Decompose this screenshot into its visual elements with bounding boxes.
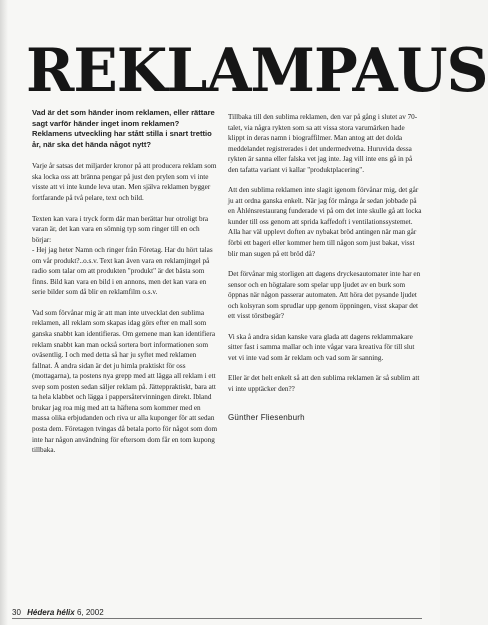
paragraph: Eller är det helt enkelt så att den sublima reklamen är så sublim att vi inte upptäcker den?? [228,374,420,394]
paragraph: Vi ska å andra sidan kanske vara glada att dagens reklammakare sitter fast i samma mallar och inte vågar vara kreativa för till slut vet vi inte vad som är reklam och vad som är sanning. [228,332,415,362]
paragraph: - Hej jag heter Namn och ringer från Företag. Har du hört talas om vår produkt?..o.s.v. Text kan även vara en reklamjingel på radio som talar om att produkten "produkt" är det bästa som finns. Bild kan vara en bild i en annons, men det kan vara en serie bilder som då blir en reklamfilm o.s.v. [32,246,213,297]
magazine-name: Hédera hélix [27,608,75,617]
issue-label: 6, 2002 [76,608,104,617]
article-title: REKLAMPAUS [26,36,488,106]
left-column [32,108,218,466]
paragraph: Tillbaka till den sublima reklamen, den var på gång i slutet av 70-talet, via några rykten som sa att vissa stora varumärken hade klippt in deras namn i biograffilmer. Man antog att det dolda meddelandet registrerades i det undermedvetna. Huruvida dessa rykten är sanna eller falska vet jag inte. Jag vill inte ens gå in på den tafatta variant vi kallar "produktplacering". [228,113,418,174]
paragraph: Varje år satsas det miljarder kronor på att producera reklam som ska locka oss att bränna pengar på just den prylen som vi inte visste att vi inte kunde leva utan. Men själva reklamen bygger fortfarande på två pelare, text och bild. [32,162,217,203]
right-column [228,112,422,423]
paragraph: Vad som förvånar mig är att man inte utvecklat den sublima reklamen, all reklam som skapas idag görs efter en mall som ganska snabbt kan identifieras. Om gemene man kan identifiera reklam snabbt kan man också sortera bort informationen som oväsentlig. I och med detta så har ju syftet med reklamen fallnat. Å andra sidan är det ju himla praktiskt för oss (mottagarna), ta postens nya grepp med att lägga all reklam i ett svep som posten sedan säljer reklam på. Jätteppraktiskt, bara att ta hela klabbet och lägga i pappersåtervinningen direkt. Ibland brukar jag roa mig med att ta häftena som kommer med en massa olika erbjudanden och riva ur alla kuponger för att sedan posta dem. Företagen tvingas då betala porto för något som dom inte har någon användning för eftersom dom får en tom kupong tillbaka. [32,308,218,455]
footer-rule [12,618,422,619]
paragraph: Det förvånar mig storligen att dagens dryckesautomater inte har en sensor och en högtalare som spelar upp ljudet av en burk som öppnas när någon passerar automaten. Att höra det pysande ljudet och kolsyran som sprudlar upp genom öppningen, visst skapar det ett visst törstbegär? [228,270,421,321]
article-lead: Vad är det som händer inom reklamen, eller rättare sagt varför händer inget inom reklamen? Reklamens utveckling har stått stilla i snart trettio år, när ska det hända något nytt? [32,108,215,149]
paragraph: Att den sublima reklamen inte slagit igenom förvånar mig, det går ju att ordna ganska enkelt. När jag för många år sedan jobbade på en Åhlénsrestaurang funderade vi på om det inte skulle gå att locka kunder till oss genom att sprida kaffedoft i ventilationssystemet. Alla har väl upplevt doften av nybakat bröd antingen när man går förbi ett bageri eller kommer hem till någon som just bakat, visst blir man sugen på ett bröd då? [228,186,422,258]
page-footer [12,608,104,617]
author-signature: Günther Fliesenburh [228,412,305,422]
page-number: 30 [12,608,21,617]
paragraph: Texten kan vara i tryck form där man berättar hur otroligt bra varan är, det kan vara en sömnig typ som ringer till en och börjar: [32,214,209,244]
